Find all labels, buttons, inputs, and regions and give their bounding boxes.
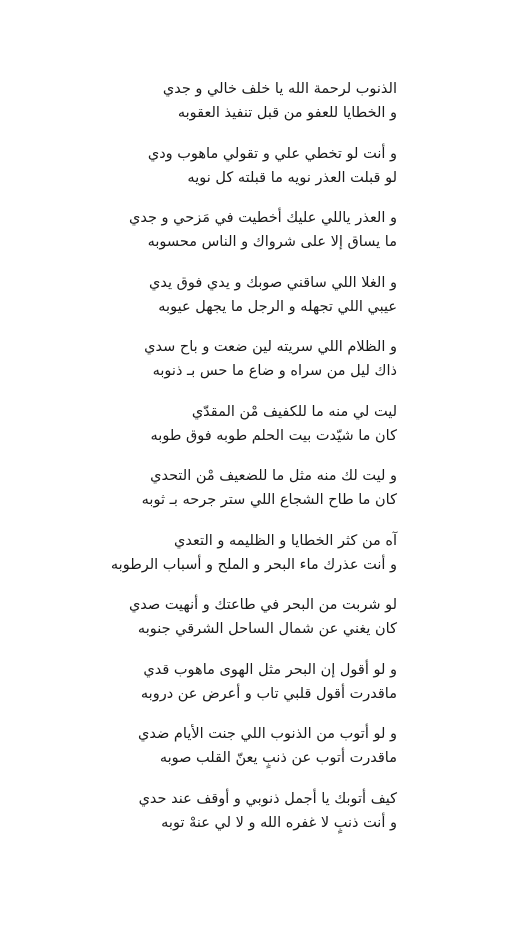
stanza-3 [0,199,529,264]
verse-line: ليت لي منه ما للكفيف مْن المقدّي [191,403,397,420]
verse-line: الذنوب لرحمة الله يا خلف خالي و جدي [162,81,397,97]
stanza-7 [0,457,529,522]
stanza-12 [0,780,529,845]
stanza-5 [0,328,529,393]
verse-line: ما يساق إلا على شرواك و الناس محسوبه [147,234,397,250]
verse-line: كان يغني عن شمال الساحل الشرقي جنوبه [137,621,397,637]
verse-line: و ليت لك منه مثل ما للضعيف مْن التحدي [150,468,397,484]
stanza-10 [0,651,529,716]
stanza-1 [0,70,529,135]
verse-line: و أنت عذرك ماء البحر و الملح و أسباب الرطوبه [110,556,397,573]
verse-line: و العذر ياللي عليك أخطيت في مَزحي و جدي [129,210,397,226]
verse-line: كان ما طاح الشجاع اللي ستر جرحه بـ ثوبه [141,492,397,508]
verse-line: لو شربت من البحر في طاعتك و أنهيت صدي [128,597,397,613]
verse-line: كان ما شيّدت بيت الحلم طوبه فوق طوبه [150,427,397,444]
stanza-4 [0,264,529,329]
poem [0,70,529,844]
verse-line: عيبي اللي تجهله و الرجل ما يجهل عيوبه [158,298,397,315]
verse-line: و لو أقول إن البحر مثل الهوى ماهوب قدي [143,661,397,678]
stanza-6 [0,393,529,458]
verse-line: و الخطايا للعفو من قبل تنفيذ العقوبه [177,105,397,121]
verse-line: آه من كثر الخطايا و الظليمه و التعدي [173,532,397,549]
verse-line: و أنت ذنبٍ لا غفره الله و لا لي عنهْ توبه [161,814,397,831]
verse-line: ذاك ليل من سراه و ضاع ما حس بـ ذنوبه [152,363,397,379]
verse-line: و لو أتوب من الذنوب اللي جنت الأيام ضدي [138,726,397,742]
verse-line: كيف أتوبك يا أجمل ذنوبي و أوقف عند حدي [138,790,397,807]
verse-line: لو قبلت العذر نويه ما قبلته كل نويه [187,169,397,186]
verse-line: و أنت لو تخطي علي و تقولي ماهوب ودي [147,145,397,162]
verse-line: ماقدرت أقول قلبي تاب و أعرض عن دروبه [140,685,397,702]
stanza-11 [0,715,529,780]
verse-line: و الظلام اللي سريته لين ضعت و باح سدي [144,339,397,355]
verse-line: ماقدرت أتوب عن ذنبٍ يعنّ القلب صوبه [159,750,397,766]
stanza-9 [0,586,529,651]
stanza-2 [0,135,529,200]
stanza-8 [0,522,529,587]
verse-line: و الغلا اللي ساقني صوبك و يدي فوق يدي [149,274,397,291]
